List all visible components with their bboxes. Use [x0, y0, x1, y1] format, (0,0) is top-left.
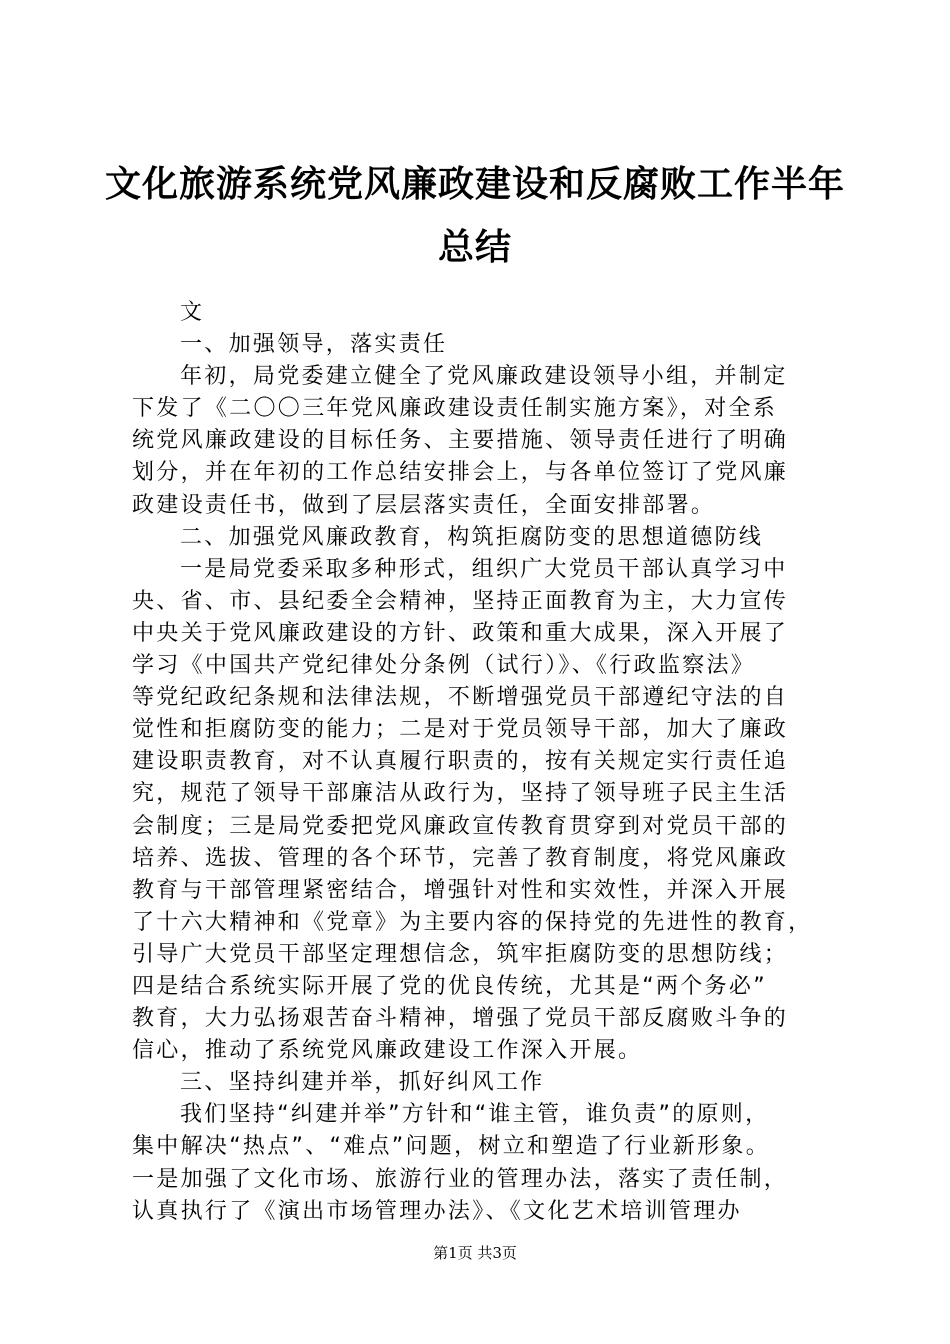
body-line: 下发了《二〇〇三年党风廉政建设责任制实施方案》，对全系: [132, 396, 778, 422]
body-line: 觉性和拒腐防变的能力；二是对于党员领导干部，加大了廉政: [132, 717, 789, 743]
body-line: 认真执行了《演出市场管理办法》、《文化艺术培训管理办: [132, 1198, 742, 1224]
body-line: 了十六大精神和《党章》为主要内容的保持党的先进性的教育，: [132, 909, 813, 935]
body-line: 集中解决“热点”、“难点”问题，树立和塑造了行业新形象。: [132, 1134, 770, 1160]
body-line: 政建设责任书，做到了层层落实责任，全面安排部署。: [132, 492, 716, 518]
body-line: 引导广大党员干部坚定理想信念，筑牢拒腐防变的思想防线；: [132, 941, 789, 967]
body-line: 一是加强了文化市场、旅游行业的管理办法，落实了责任制，: [132, 1166, 789, 1192]
body-line: 培养、选拔、管理的各个环节，完善了教育制度，将党风廉政: [132, 845, 789, 871]
document-title-line-1: 文化旅游系统党风廉政建设和反腐败工作半年: [104, 163, 845, 205]
page-footer: 第1页 共3页: [433, 1244, 517, 1262]
body-line: 信心，推动了系统党风廉政建设工作深入开展。: [132, 1038, 643, 1064]
body-line: 四是结合系统实际开展了党的优良传统，尤其是“两个务必”: [132, 973, 767, 999]
document-body: [132, 297, 832, 1228]
body-line: 统党风廉政建设的目标任务、主要措施、领导责任进行了明确: [132, 428, 789, 454]
body-line: 中央关于党风廉政建设的方针、政策和重大成果，深入开展了: [132, 620, 789, 646]
body-line: 二、加强党风廉政教育，构筑拒腐防变的思想道德防线: [180, 524, 764, 550]
body-line: 年初，局党委建立健全了党风廉政建设领导小组，并制定: [180, 364, 788, 390]
body-line: 央、省、市、县纪委全会精神，坚持正面教育为主，大力宣传: [132, 588, 789, 614]
body-line: 文: [180, 300, 205, 325]
body-line: 究，规范了领导干部廉洁从政行为，坚持了领导班子民主生活: [132, 781, 789, 807]
body-line: 等党纪政纪条规和法律法规，不断增强党员干部遵纪守法的自: [132, 685, 789, 711]
body-line: 建设职责教育，对不认真履行职责的，按有关规定实行责任追: [132, 749, 789, 775]
body-line: 我们坚持“纠建并举”方针和“谁主管，谁负责”的原则，: [180, 1102, 770, 1128]
body-line: 会制度；三是局党委把党风廉政宣传教育贯穿到对党员干部的: [132, 813, 789, 839]
body-line: 一、加强领导，落实责任: [180, 332, 448, 358]
body-line: 教育，大力弘扬艰苦奋斗精神，增强了党员干部反腐败斗争的: [132, 1006, 789, 1032]
body-line: 教育与干部管理紧密结合，增强针对性和实效性，并深入开展: [132, 877, 789, 903]
body-line: 划分，并在年初的工作总结安排会上，与各单位签订了党风廉: [132, 460, 789, 486]
body-line: 一是局党委采取多种形式，组织广大党员干部认真学习中: [180, 556, 788, 582]
body-line: 三、坚持纠建并举，抓好纠风工作: [180, 1070, 545, 1096]
document-title-line-2: 总结: [437, 226, 512, 268]
body-line: 学习《中国共产党纪律处分条例（试行）》、《行政监察法》: [132, 653, 756, 679]
